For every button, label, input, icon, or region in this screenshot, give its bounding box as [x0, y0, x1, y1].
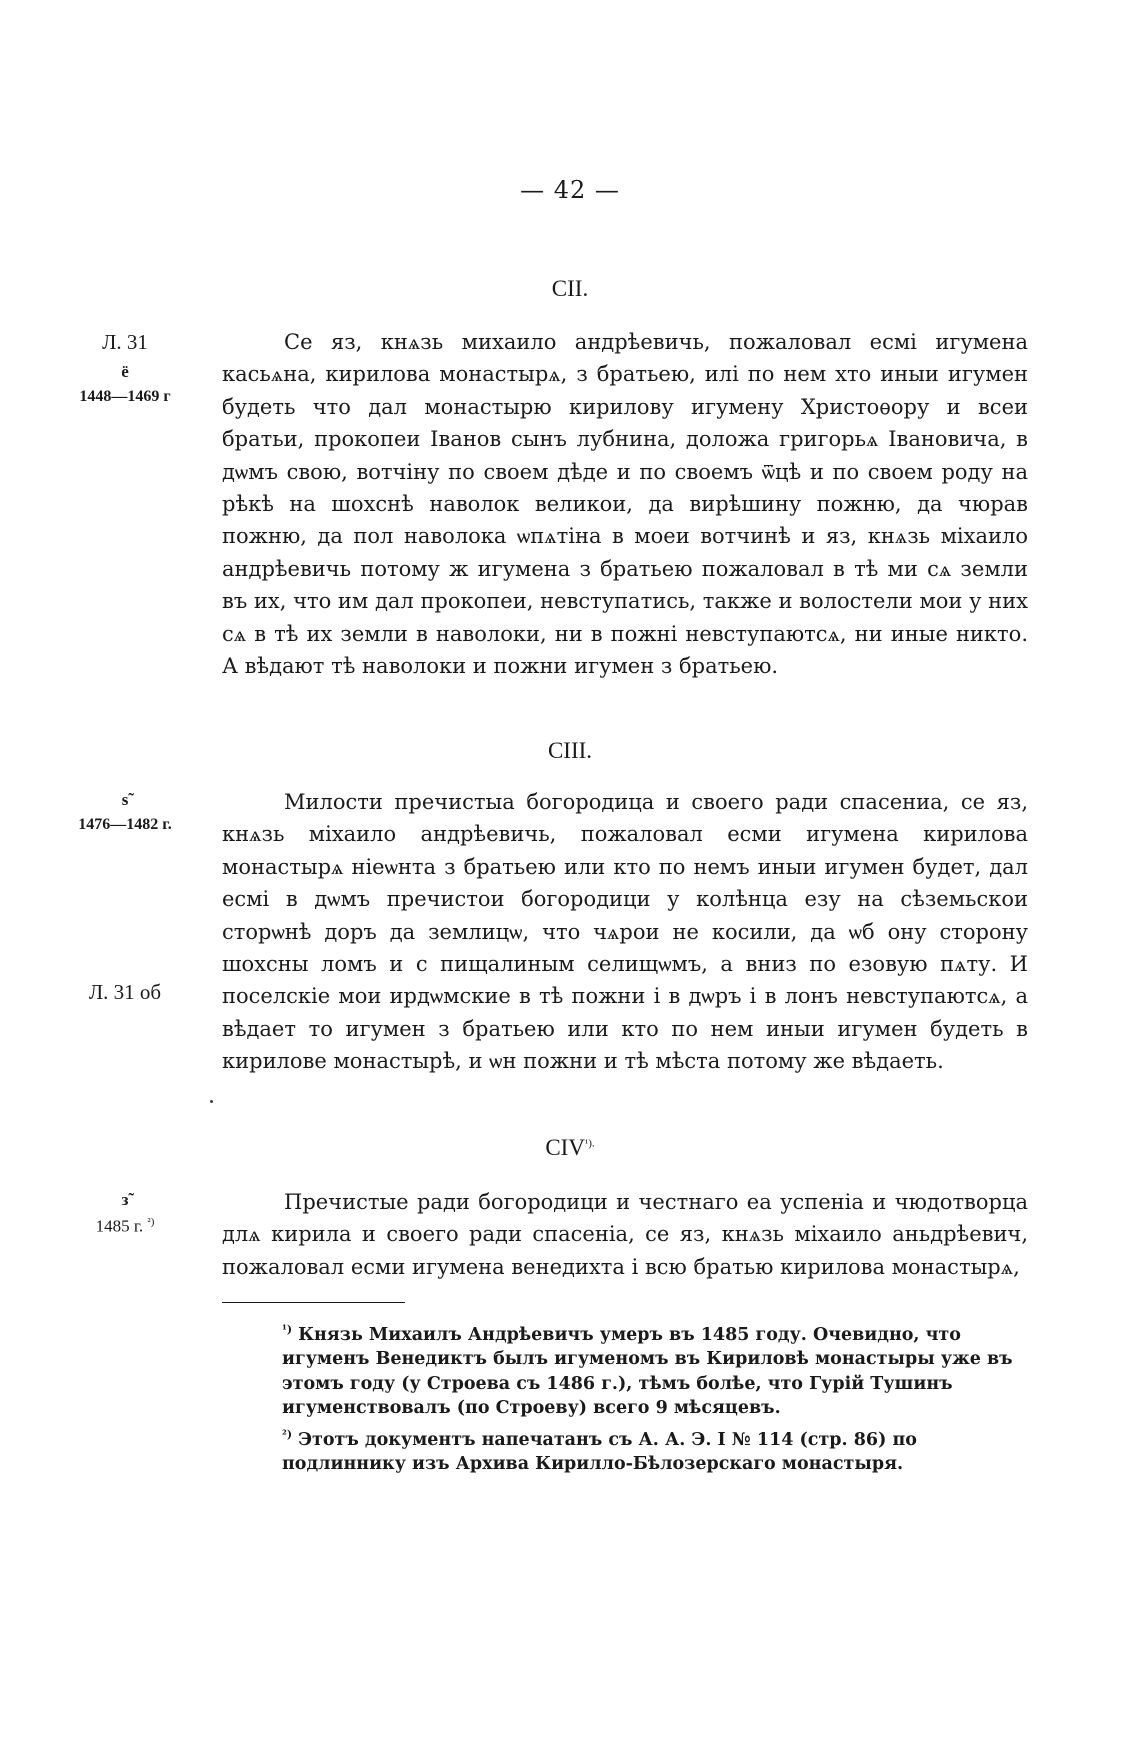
footnote-mark: ²): [282, 1427, 293, 1441]
section-title-civ: [0, 1135, 1140, 1161]
footnote-2: [282, 1423, 1032, 1477]
footnote-mark: ¹): [282, 1323, 293, 1336]
charter-numeral: ѕ̃: [121, 790, 129, 809]
charter-text: Се яз, кнѧзь михаило андрѣевичь, пожаловал есмі игумена касьѧна, кирилова монастырѧ, з братьею, илі по нем хто иныи игумен будеть что дал монастырю кирилову игумену Христоѳору и всеи братьи, прокопеи Іванов сынъ лубнина, доложа григорьѧ Івановича, в дѡмъ свою, вотчіну по своем дѣде и по своемъ ѿцѣ и по своем роду на рѣкѣ на шохснѣ наволок великои, да вирѣшину пожню, да чюрав пожню, да пол наволока ѡпѧтіна в моеи вотчинѣ и яз, кнѧзь міхаило андрѣевичь потому ж игумена з братьею пожаловал в тѣ ми сѧ земли въ их, что им дал прокопеи, невступатись, также и волостели мои у них сѧ в тѣ их земли в наволоки, ни в пожні невступаютсѧ, ни иные никто. А вѣдают тѣ наволоки и пожни игумен з братьею.: [222, 330, 1028, 679]
charter-date: 1485 г.: [95, 1216, 144, 1236]
margin-note-ciii-folio: [60, 980, 190, 1005]
footnote-1: [282, 1318, 1032, 1421]
section-body-civ: [222, 1186, 1028, 1283]
margin-note-cii: [60, 330, 190, 406]
charter-text: Пречистые ради богородици и честнаго еа успеніа и чюдотворца длѧ кирила и своего ради спасеніа, се яз, кнѧзь міхаило аньдрѣевич, пожаловал есми игумена венедихта і всю братью кирилова монастырѧ,: [222, 1190, 1028, 1279]
section-body-ciii: [222, 786, 1028, 1078]
section-title-ciii: CIII.: [547, 738, 593, 763]
margin-note-ciii: [60, 790, 190, 834]
charter-date: 1448—1469 г: [79, 388, 171, 405]
charter-numeral: з̃: [121, 1190, 129, 1209]
section-title-cii: CII.: [551, 276, 589, 301]
folio-label: Л. 31: [102, 330, 148, 354]
page-number: — 42 —: [520, 176, 620, 204]
footnote-text: Этотъ документъ напечатанъ съ А. А. Э. I № 114 (стр. 86) по подлиннику изъ Архива Кирилло-Бѣлозерскаго монастыря.: [282, 1429, 917, 1475]
charter-date-line: [60, 1216, 190, 1237]
footnote-text: Князь Михаилъ Андрѣевичъ умеръ въ 1485 году. Очевидно, что игуменъ Венедиктъ былъ игуменомъ въ Кириловѣ монастыры уже въ этомъ году (у Строева съ 1486 г.), тѣмъ болѣе, что Гурій Тушинъ игуменствовалъ (по Строеву) всего 9 мѣсяцевъ.: [282, 1324, 1013, 1419]
section-title-text: CIV: [545, 1135, 585, 1160]
section-body-cii: [222, 326, 1028, 682]
footnote-rule: [222, 1302, 405, 1303]
charter-date: 1476—1482 г.: [78, 816, 172, 833]
footnote-ref: ¹).: [584, 1137, 595, 1150]
folio-label: Л. 31 об: [88, 980, 162, 1004]
footnotes: [282, 1318, 1032, 1477]
charter-numeral: ё: [121, 362, 129, 381]
margin-note-civ: [60, 1190, 190, 1237]
speck: [210, 1100, 213, 1103]
charter-text: Милости пречистыа богородица и своего ради спасениа, се яз, кнѧзь міхаило андрѣевичь, пожаловал есми игумена кирилова монастырѧ ніеѡнта з братьею или кто по немъ иныи игумен будет, дал есмі в дѡмъ пречистои богородици у колѣнца езу на сѣземьскои сторѡнѣ доръ да землицѡ, что чѧрои не косили, да ѡб ону сторону шохсны ломъ и с пищалиным селищѡмъ, а вниз по езовую пѧту. И поселскіе мои ирдѡмские в тѣ пожни і в дѡръ і в лонъ невступаютсѧ, а вѣдает то игумен з братьею или кто по нем иныи игумен будеть в кирилове монастырѣ, и ѡн пожни и тѣ мѣста потому же вѣдаеть.: [222, 790, 1028, 1074]
footnote-ref: ²): [147, 1216, 155, 1228]
